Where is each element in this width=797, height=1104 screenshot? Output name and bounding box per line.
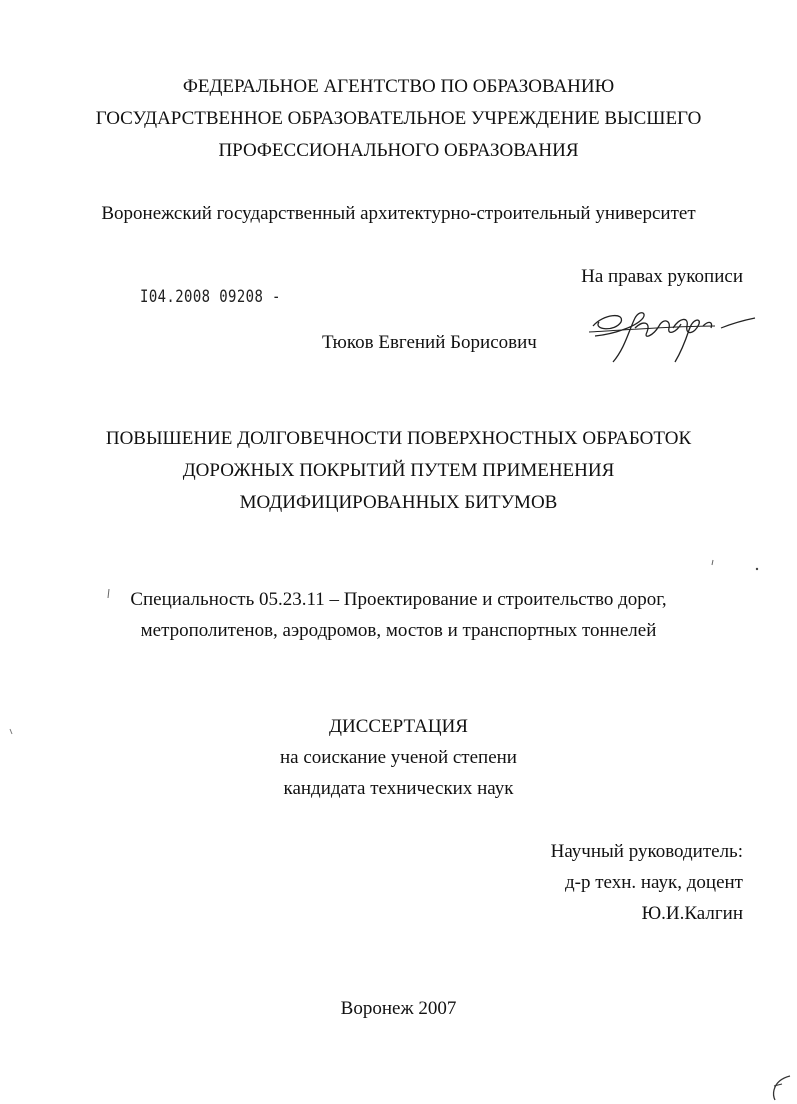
page-corner-mark: [770, 1072, 794, 1102]
supervisor-degree: д-р техн. наук, доцент: [564, 872, 743, 893]
manuscript-note: На правах рукописи: [581, 266, 743, 287]
author-name: Тюков Евгений Борисович: [322, 332, 537, 353]
specialty-line-1: Специальность 05.23.11 – Проектирование и строительство дорог,: [130, 589, 667, 610]
scan-speck: [106, 588, 112, 600]
specialty-line-2: метрополитенов, аэродромов, мостов и транспортных тоннелей: [140, 620, 657, 641]
catalog-stamp: [140, 287, 281, 307]
thesis-title-line-3: МОДИФИЦИРОВАННЫХ БИТУМОВ: [239, 492, 558, 513]
scan-speck: [8, 728, 14, 736]
institution-type-line-2: ПРОФЕССИОНАЛЬНОГО ОБРАЗОВАНИЯ: [218, 140, 579, 161]
thesis-title-line-2: ДОРОЖНЫХ ПОКРЫТИЙ ПУТЕМ ПРИМЕНЕНИЯ: [182, 460, 615, 481]
scan-speck: [754, 566, 760, 572]
degree-name: кандидата технических наук: [283, 778, 514, 799]
catalog-stamp-mark: ‑: [263, 287, 281, 307]
scan-speck: [710, 559, 716, 567]
agency-name: ФЕДЕРАЛЬНОЕ АГЕНТСТВО ПО ОБРАЗОВАНИЮ: [182, 76, 615, 97]
institution-type-line-1: ГОСУДАРСТВЕННОЕ ОБРАЗОВАТЕЛЬНОЕ УЧРЕЖДЕНИЕ ВЫСШЕГО: [95, 108, 702, 129]
catalog-stamp-prefix: I: [140, 287, 149, 307]
city-year: Воронеж 2007: [340, 998, 457, 1019]
thesis-title-line-1: ПОВЫШЕНИЕ ДОЛГОВЕЧНОСТИ ПОВЕРХНОСТНЫХ ОБРАБОТОК: [105, 428, 692, 449]
supervisor-name: Ю.И.Калгин: [641, 903, 743, 924]
document-type: ДИССЕРТАЦИЯ: [329, 716, 468, 737]
degree-purpose: на соискание ученой степени: [280, 747, 517, 768]
supervisor-label: Научный руководитель:: [550, 841, 743, 862]
catalog-stamp-number: 04.2008 09208: [148, 287, 264, 307]
author-signature: [585, 296, 760, 370]
university-name: Воронежский государственный архитектурно-строительный университет: [101, 203, 696, 224]
